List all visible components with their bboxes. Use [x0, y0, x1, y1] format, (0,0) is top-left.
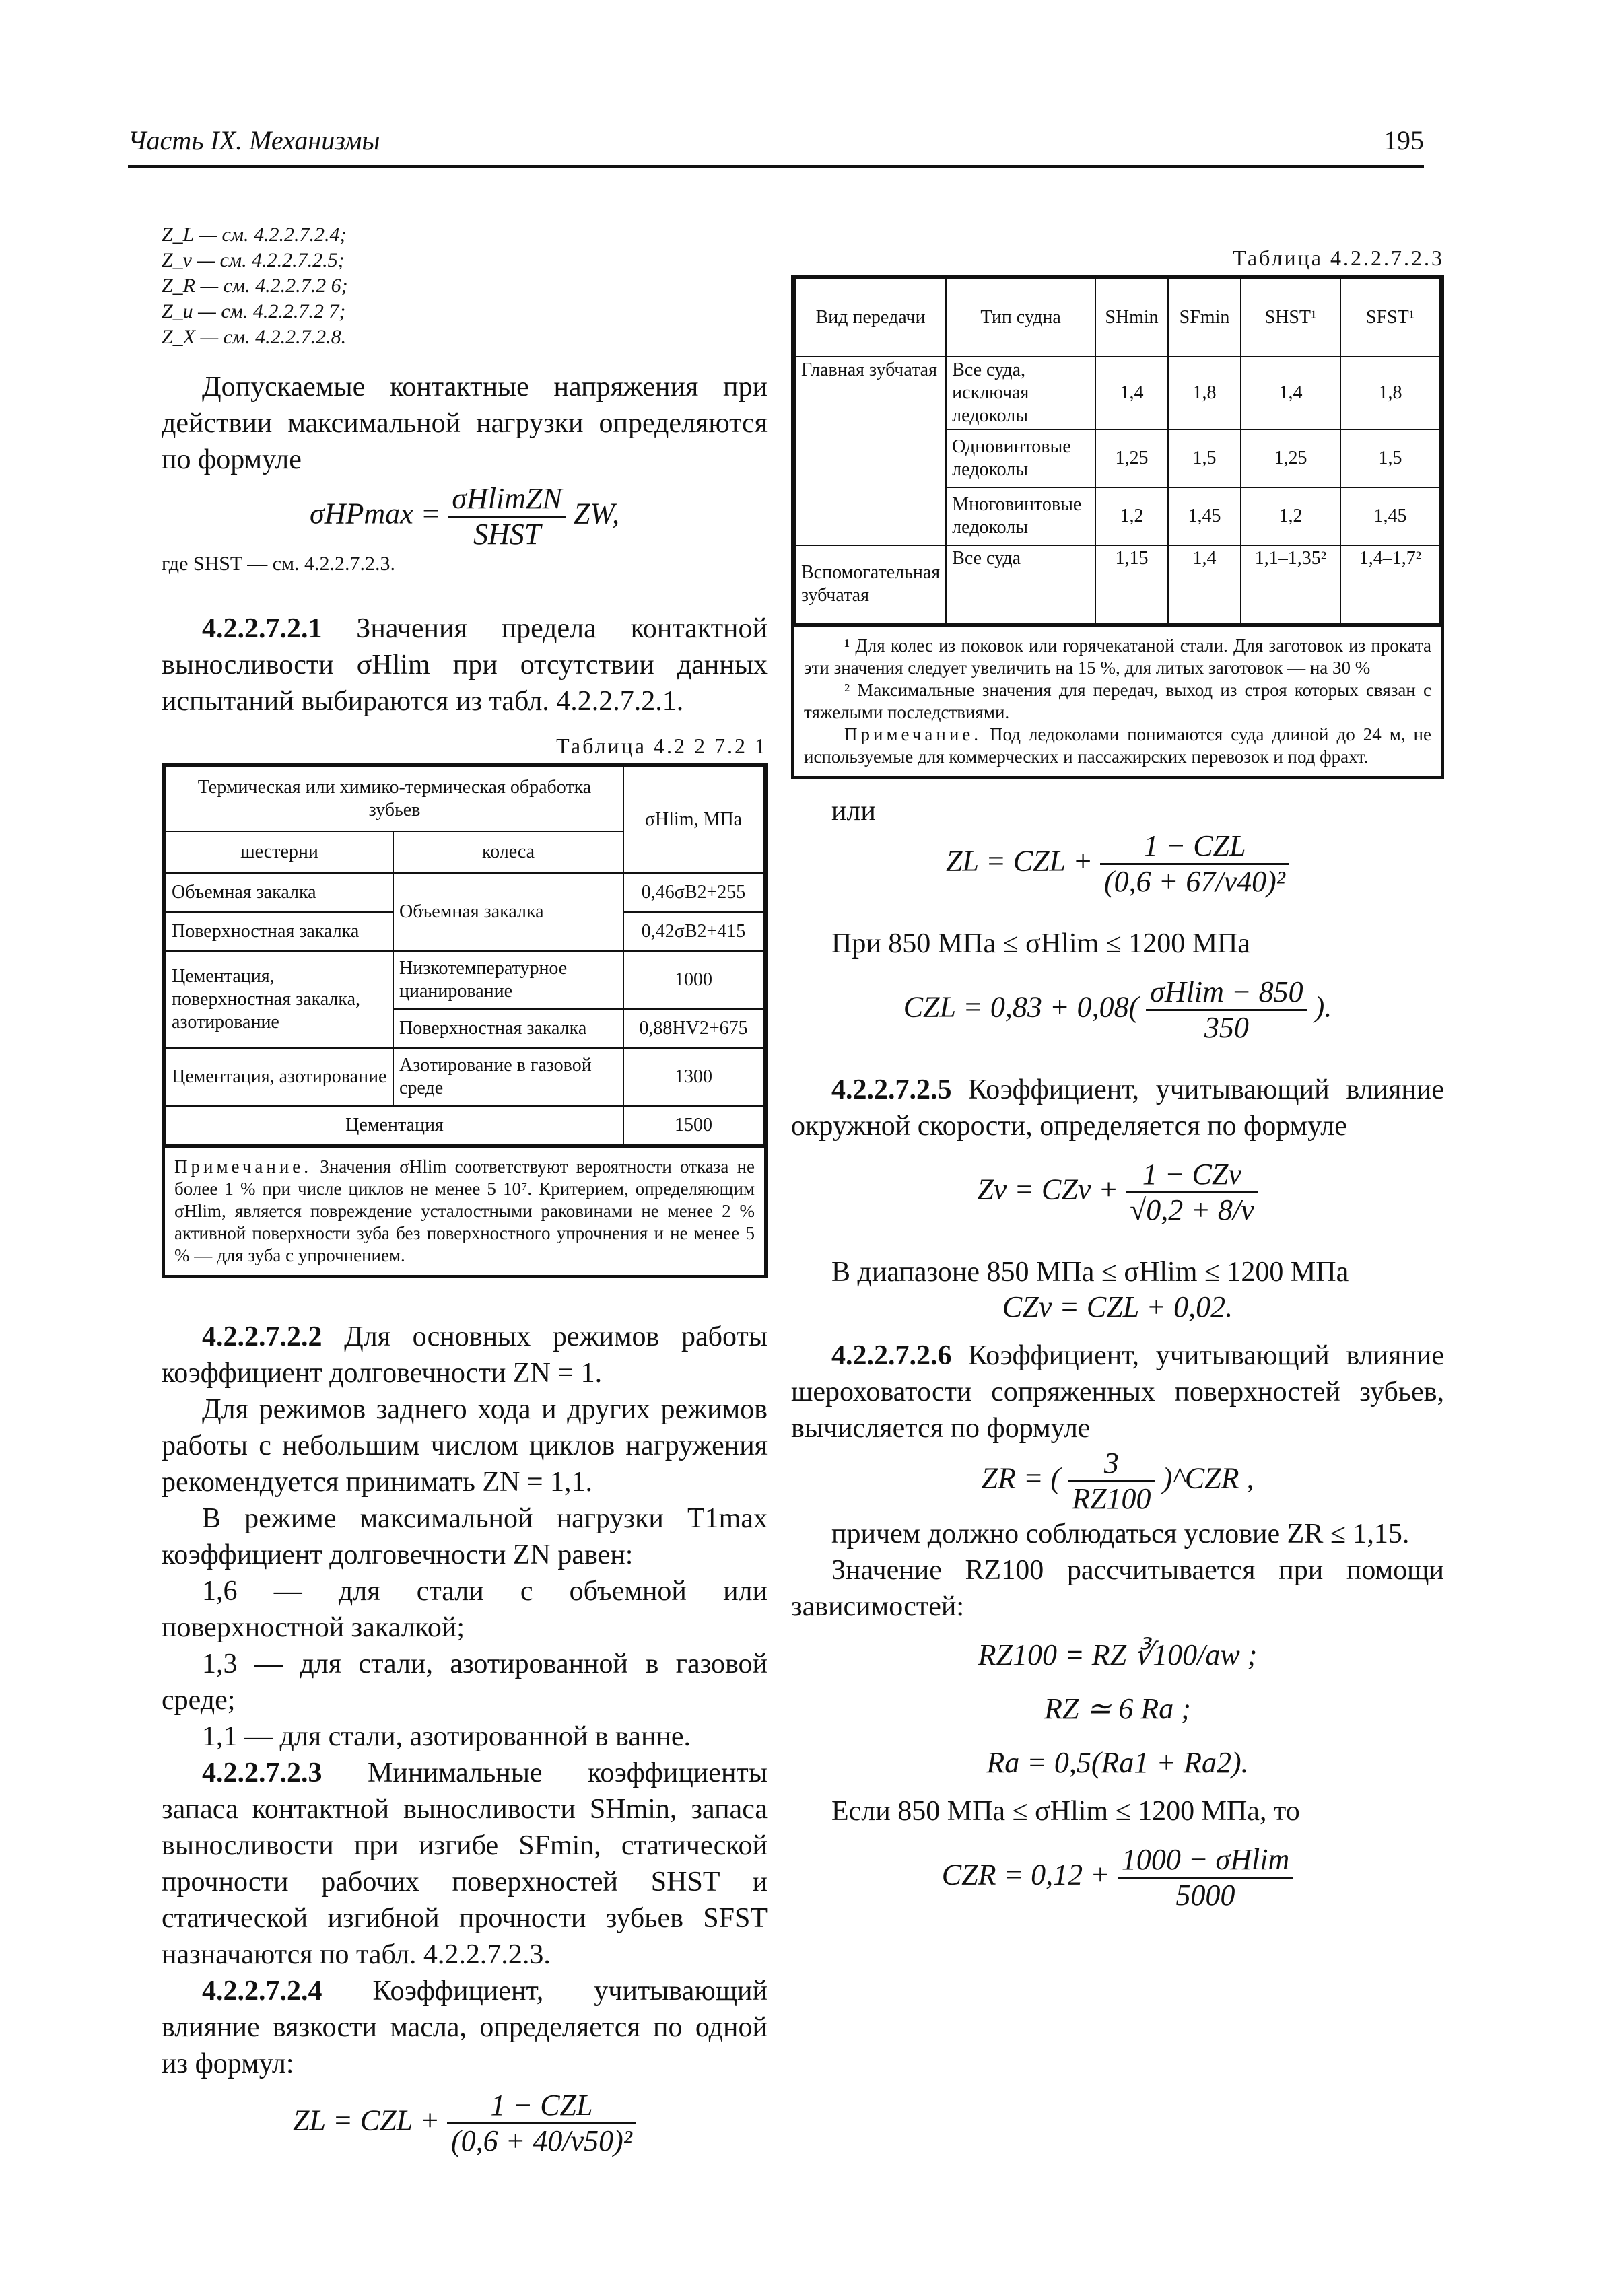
section-number: 4.2.2.7.2.5: [831, 1074, 952, 1105]
denominator: (0,6 + 67/v40)²: [1104, 865, 1285, 898]
table-cell: Цементация, поверхностная закалка, азотирование: [166, 951, 393, 1048]
formula-czr: [791, 1843, 1444, 1912]
reference-list: [162, 222, 768, 350]
paragraph: Если 850 МПа ≤ σHlim ≤ 1200 МПа, то: [831, 1796, 1300, 1827]
formula-tail: ZW,: [573, 497, 619, 530]
table-cell: Низкотемпературное цианирование: [393, 951, 623, 1009]
denominator: (0,6 + 40/v50)²: [451, 2124, 632, 2157]
formula-rz: RZ ≃ 6 Ra ;: [1044, 1692, 1191, 1725]
formula-lhs: σHPmax =: [310, 497, 441, 530]
table-cell: 1,5: [1340, 429, 1440, 487]
paragraph: Для режимов заднего хода и других режимов работы с небольшим числом циклов нагружения рекомендуется принимать ZN = 1,1.: [162, 1394, 768, 1498]
table-note: [165, 1146, 764, 1275]
header-cell: Вид передачи: [795, 279, 946, 357]
table-cell: Вспомогательная зубчатая: [795, 545, 946, 623]
table-note: [804, 724, 1431, 768]
table-cell: Цементация: [166, 1106, 623, 1145]
fraction: [447, 2089, 636, 2158]
table-cell: 1,8: [1340, 357, 1440, 429]
table-cell: 1,2: [1095, 487, 1168, 545]
table-cell: Поверхностная закалка: [166, 912, 393, 951]
section-4-2-2-7-2-3: [162, 1755, 768, 1973]
ref-item: Z_u — см. 4.2.2.7.2 7;: [162, 300, 346, 322]
fraction: [1146, 975, 1307, 1045]
table-cell: 0,42σB2+415: [623, 912, 763, 951]
table-cell: 1500: [623, 1106, 763, 1145]
table-cell: 1,4–1,7²: [1340, 545, 1440, 623]
header-cell: SFmin: [1168, 279, 1241, 357]
table-cell: 1000: [623, 951, 763, 1009]
numerator: 1 − CZv: [1126, 1158, 1258, 1193]
paragraph: В диапазоне 850 МПа ≤ σHlim ≤ 1200 МПа: [831, 1257, 1349, 1288]
table-cell: 0,46σB2+255: [623, 873, 763, 912]
paragraph: 1,3 — для стали, азотированной в газовой среде;: [162, 1648, 768, 1716]
denominator: SHST: [473, 518, 541, 551]
numerator: 1000 − σHlim: [1118, 1843, 1293, 1879]
section-number: 4.2.2.7.2.1: [202, 613, 322, 644]
formula-lhs: CZR = 0,12 +: [941, 1858, 1110, 1891]
table-cell: Объемная закалка: [393, 873, 623, 951]
section-4-2-2-7-2-2: [162, 1319, 768, 1391]
section-number: 4.2.2.7.2.4: [202, 1976, 322, 2007]
section-text: Коэффициент, учитывающий влияние вязкости масла, определяется по одной из формул:: [162, 1976, 768, 2079]
formula-lhs: ZR = (: [981, 1461, 1061, 1495]
section-number: 4.2.2.7.2.3: [202, 1758, 322, 1788]
formula-tail: ).: [1314, 990, 1332, 1024]
formula-sigma-hpmax: [162, 482, 768, 551]
table-caption: Таблица 4.2.2.7.2.3: [1233, 246, 1444, 270]
table-cell: 1,4: [1168, 545, 1241, 623]
table-cell: Поверхностная закалка: [393, 1009, 623, 1048]
table-caption: Таблица 4.2 2 7.2 1: [556, 734, 768, 758]
formula-zr: [791, 1447, 1444, 1516]
formula-where: где SHST — см. 4.2.2.7.2.3.: [162, 553, 396, 575]
numerator: 3: [1068, 1447, 1155, 1482]
header-cell: SFST¹: [1340, 279, 1440, 357]
numerator: 1 − CZL: [1100, 829, 1289, 865]
ref-item: Z_v — см. 4.2.2.7.2.5;: [162, 249, 345, 271]
denominator: RZ100: [1072, 1482, 1151, 1515]
paragraph: При 850 МПа ≤ σHlim ≤ 1200 МПа: [831, 928, 1251, 959]
section-4-2-2-7-2-4: [162, 1973, 768, 2082]
paragraph: Значение RZ100 рассчитывается при помощи зависимостей:: [791, 1555, 1444, 1622]
header-cell: SHmin: [1095, 279, 1168, 357]
formula-czl: [791, 975, 1444, 1045]
fraction: [1126, 1158, 1258, 1227]
note-label: Примечание.: [174, 1156, 312, 1177]
fraction: [1100, 829, 1289, 899]
table-cell: 1,8: [1168, 357, 1241, 429]
table-cell: 1,15: [1095, 545, 1168, 623]
footnote: ² Максимальные значения для передач, выход из строя которых связан с тяжелыми последствиями.: [804, 680, 1431, 722]
section-text: Для основных режимов работы коэффициент долговечности ZN = 1.: [162, 1321, 768, 1389]
section-text: Коэффициент, учитывающий влияние шероховатости сопряженных поверхностей зубьев, вычисляется по формуле: [791, 1340, 1445, 1444]
right-column: [791, 222, 1444, 1912]
numerator: σHlimZN: [448, 482, 566, 518]
formula-zl-67: [791, 829, 1444, 899]
formula-tail: )^CZR ,: [1162, 1461, 1254, 1495]
note-label: Примечание.: [844, 724, 982, 744]
running-title: Часть IX. Механизмы: [128, 125, 380, 155]
section-text: Минимальные коэффициенты запаса контактной выносливости SHmin, запаса выносливости при изгибе SFmin, статической прочности рабочих поверхностей SHST и статической изгибной прочности зубьев SFST назначаются по табл. 4.2.2.7.2.3.: [162, 1758, 768, 1970]
section-4-2-2-7-2-1: [162, 611, 768, 720]
header-cell: SHST¹: [1241, 279, 1340, 357]
table-cell: 1,45: [1168, 487, 1241, 545]
fraction: [448, 482, 566, 551]
denominator: 5000: [1175, 1879, 1235, 1912]
denominator: 350: [1204, 1011, 1249, 1044]
header-cell: Тип судна: [946, 279, 1095, 357]
table-cell: 1,25: [1095, 429, 1168, 487]
section-text: Коэффициент, учитывающий влияние окружной скорости, определяется по формуле: [791, 1074, 1445, 1142]
formula-rz100: RZ100 = RZ ∛100/aw ;: [978, 1638, 1258, 1671]
ref-item: Z_X — см. 4.2.2.7.2.8.: [162, 326, 347, 348]
table-cell: 1,5: [1168, 429, 1241, 487]
table-cell: 1,1–1,35²: [1241, 545, 1340, 623]
section-number: 4.2.2.7.2.6: [831, 1340, 952, 1371]
section-text: Значения предела контактной выносливости σHlim при отсутствии данных испытаний выбираются из табл. 4.2.2.7.2.1.: [162, 613, 768, 717]
table-cell: Все суда: [946, 545, 1095, 623]
page-number: 195: [1384, 125, 1424, 155]
note-text: Под ледоколами понимаются суда длиной до 24 м, не используемые для коммерческих и пассажирских перевозок и под фрахт.: [804, 724, 1431, 767]
paragraph: 1,6 — для стали с объемной или поверхностной закалкой;: [162, 1576, 768, 1643]
formula-lhs: Zv = CZv +: [977, 1173, 1119, 1206]
table-cell: 1,4: [1241, 357, 1340, 429]
header-cell: Термическая или химико-термическая обработка зубьев: [166, 767, 623, 831]
table-cell: Объемная закалка: [166, 873, 393, 912]
section-4-2-2-7-2-6: [791, 1337, 1444, 1447]
table-cell: Одновинтовые ледоколы: [946, 429, 1095, 487]
numerator: σHlim − 850: [1146, 975, 1307, 1011]
table-cell: 0,88HV2+675: [623, 1009, 763, 1048]
table-cell: 1,4: [1095, 357, 1168, 429]
fraction: [1118, 1843, 1293, 1912]
table-cell: 1300: [623, 1048, 763, 1106]
numerator: 1 − CZL: [447, 2089, 636, 2124]
paragraph: 1,1 — для стали, азотированной в ванне.: [202, 1721, 691, 1752]
table-cell: Главная зубчатая: [795, 357, 946, 545]
formula-czv: CZv = CZL + 0,02.: [1002, 1290, 1233, 1323]
data-table: [794, 278, 1441, 624]
formula-lhs: ZL = CZL +: [293, 2103, 440, 2137]
note-text: Значения σHlim соответствуют вероятности отказа не более 1 % при числе циклов не менее 5 10⁷. Критерием, определяющим σHlim, является повреждение усталостными раковинами не менее 2 % активной поверхности зуба без поверхностного упрочнения и не менее 5 % — для зуба с упрочнением.: [174, 1156, 755, 1265]
formula-zv: [791, 1158, 1444, 1227]
section-number: 4.2.2.7.2.2: [202, 1321, 322, 1352]
ref-item: Z_R — см. 4.2.2.7.2 6;: [162, 275, 348, 297]
denominator: √0,2 + 8/v: [1130, 1193, 1254, 1226]
table-cell: Все суда, исключая ледоколы: [946, 357, 1095, 429]
page-header: [128, 125, 1424, 168]
table-4-2-2-7-2-3: [791, 275, 1444, 779]
formula-lhs: CZL = 0,83 + 0,08(: [903, 990, 1139, 1024]
table-4-2-2-7-2-1: [162, 763, 768, 1278]
formula-zl-40: [162, 2089, 768, 2158]
table-cell: 1,2: [1241, 487, 1340, 545]
table-cell: 1,45: [1340, 487, 1440, 545]
section-4-2-2-7-2-5: [791, 1072, 1444, 1144]
ref-item: Z_L — см. 4.2.2.7.2.4;: [162, 223, 347, 246]
formula-ra: Ra = 0,5(Ra1 + Ra2).: [986, 1746, 1249, 1779]
fraction: [1068, 1447, 1155, 1516]
header-cell: колеса: [393, 831, 623, 873]
table-footnotes: [794, 624, 1441, 776]
header-cell: шестерни: [166, 831, 393, 873]
paragraph: Допускаемые контактные напряжения при действии максимальной нагрузки определяются по формуле: [162, 372, 768, 475]
table-cell: Многовинтовые ледоколы: [946, 487, 1095, 545]
left-column: [162, 222, 768, 2158]
header-cell: σHlim, МПа: [623, 767, 763, 873]
table-cell: Цементация, азотирование: [166, 1048, 393, 1106]
table-cell: 1,25: [1241, 429, 1340, 487]
footnote: ¹ Для колес из поковок или горячекатаной стали. Для заготовок из проката эти значения следует увеличить на 15 %, для литых заготовок — на 30 %: [804, 635, 1431, 678]
paragraph: причем должно соблюдаться условие ZR ≤ 1,15.: [831, 1519, 1410, 1550]
paragraph: или: [831, 796, 876, 827]
table-cell: Азотирование в газовой среде: [393, 1048, 623, 1106]
formula-lhs: ZL = CZL +: [946, 844, 1093, 878]
data-table: [165, 766, 764, 1146]
paragraph: В режиме максимальной нагрузки T1max коэффициент долговечности ZN равен:: [162, 1503, 768, 1570]
